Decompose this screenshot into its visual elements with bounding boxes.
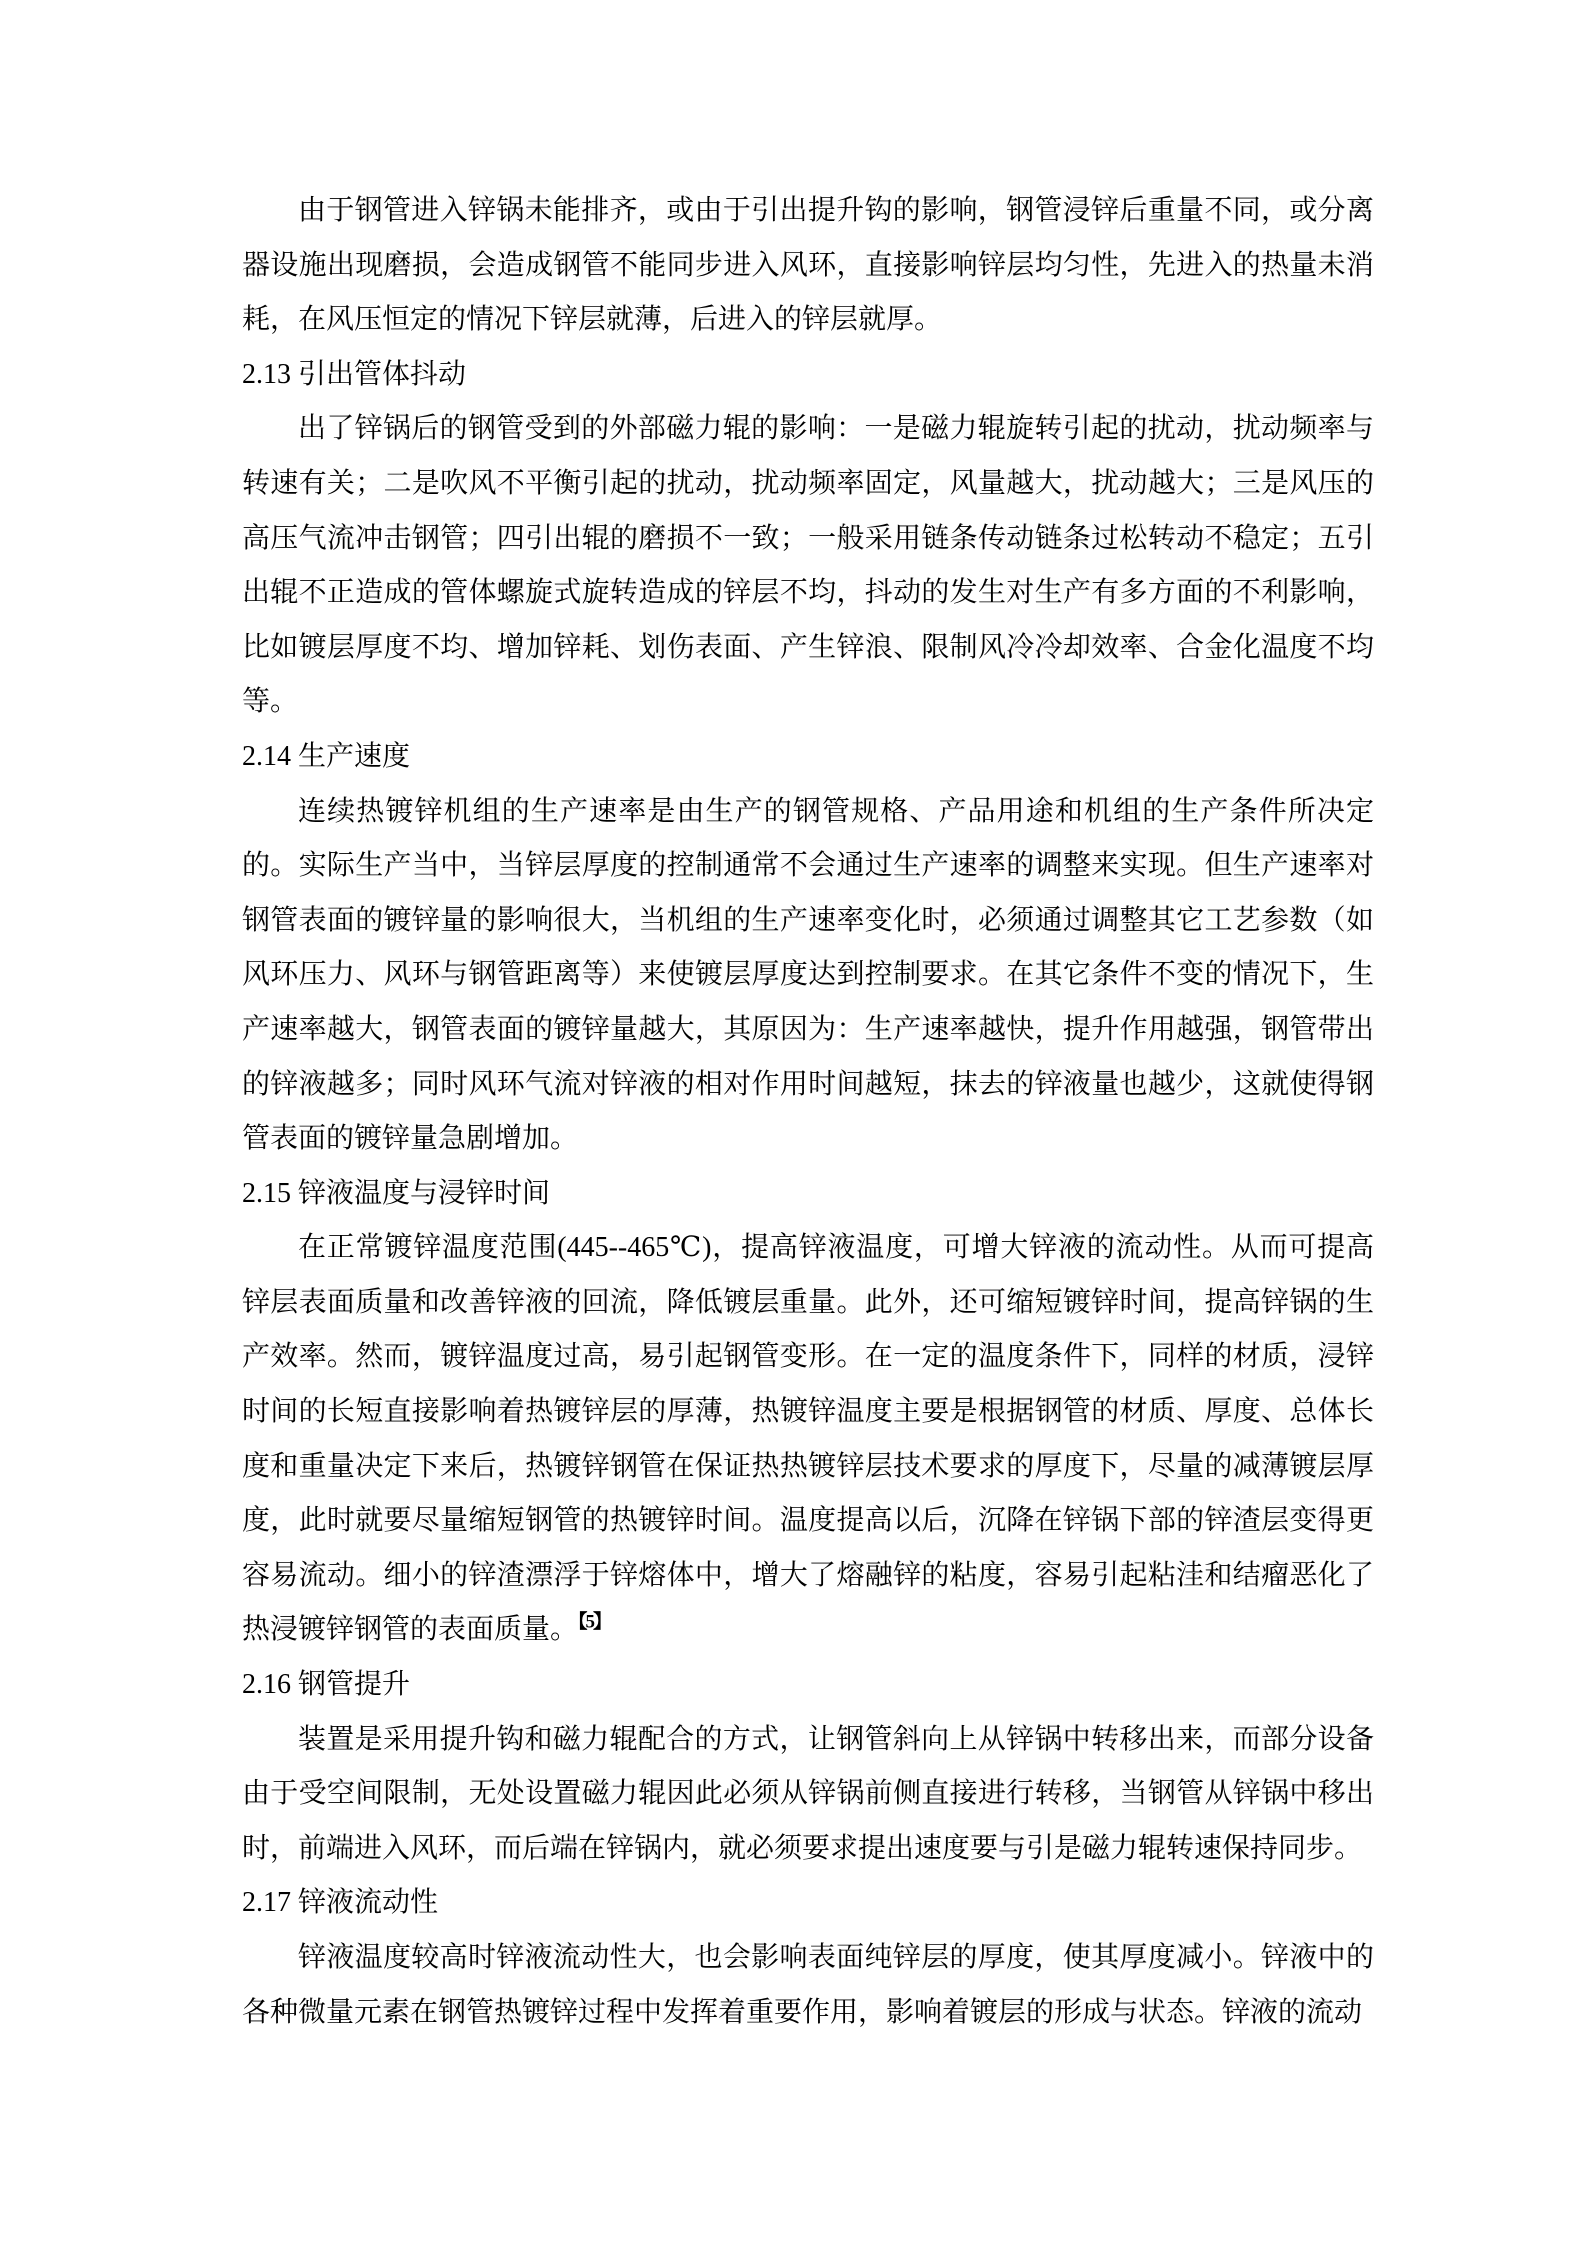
body-paragraph-pipe-vibration: 出了锌锅后的钢管受到的外部磁力辊的影响：一是磁力辊旋转引起的扰动，扰动频率与转速有关；二是吹风不平衡引起的扰动，扰动频率固定，风量越大，扰动越大；三是风压的高压气流冲击钢管；四引出辊的磨损不一致；一般采用链条传动链条过松转动不稳定；五引出辊不正造成的管体螺旋式旋转造成的锌层不均，抖动的发生对生产有多方面的不利影响，比如镀层厚度不均、增加锌耗、划伤表面、产生锌浪、限制风冷冷却效率、合金化温度不均等。 [242, 413, 1374, 718]
body-paragraph-production-speed: 连续热镀锌机组的生产速率是由生产的钢管规格、产品用途和机组的生产条件所决定的。实际生产当中，当锌层厚度的控制通常不会通过生产速率的调整来实现。但生产速率对钢管表面的镀锌量的影响很大，当机组的生产速率变化时，必须通过调整其它工艺参数（如风环压力、风环与钢管距离等）来使镀层厚度达到控制要求。在其它条件不变的情况下，生产速率越大，钢管表面的镀锌量越大，其原因为：生产速率越快，提升作用越强，钢管带出的锌液越多；同时风环气流对锌液的相对作用时间越短，抹去的锌液量也越少，这就使得钢管表面的镀锌量急剧增加。 [242, 795, 1374, 1155]
citation-ref-5: 【5】 [578, 1612, 611, 1634]
section-heading-2-16: 2.16 钢管提升 [242, 1669, 411, 1701]
section-heading-2-17: 2.17 锌液流动性 [242, 1887, 439, 1919]
body-paragraph-pipe-lifting: 装置是采用提升钩和磁力辊配合的方式，让钢管斜向上从锌锅中转移出来，而部分设备由于受空间限制，无处设置磁力辊因此必须从锌锅前侧直接进行转移，当钢管从锌锅中移出时，前端进入风环，而后端在锌锅内，就必须要求提出速度要与引是磁力辊转速保持同步。 [242, 1723, 1374, 1864]
document-text-block [242, 184, 1374, 2040]
paragraph-text: 在正常镀锌温度范围(445--465℃)，提高锌液温度，可增大锌液的流动性。从而可提高锌层表面质量和改善锌液的回流，降低镀层重量。此外，还可缩短镀锌时间，提高锌锅的生产效率。然而，镀锌温度过高，易引起钢管变形。在一定的温度条件下，同样的材质，浸锌时间的长短直接影响着热镀锌层的厚薄，热镀锌温度主要是根据钢管的材质、厚度、总体长度和重量决定下来后，热镀锌钢管在保证热热镀锌层技术要求的厚度下，尽量的减薄镀层厚度，此时就要尽量缩短钢管的热镀锌时间。温度提高以后，沉降在锌锅下部的锌渣层变得更容易流动。细小的锌渣漂浮于锌熔体中，增大了熔融锌的粘度，容易引起粘洼和结瘤恶化了热浸镀锌钢管的表面质量。 [242, 1232, 1374, 1646]
body-paragraph-pipe-entry: 由于钢管进入锌锅未能排齐，或由于引出提升钩的影响，钢管浸锌后重量不同，或分离器设施出现磨损，会造成钢管不能同步进入风环，直接影响锌层均匀性，先进入的热量未消耗，在风压恒定的情况下锌层就薄，后进入的锌层就厚。 [242, 195, 1374, 336]
body-paragraph-zinc-fluidity: 锌液温度较高时锌液流动性大，也会影响表面纯锌层的厚度，使其厚度减小。锌液中的各种微量元素在钢管热镀锌过程中发挥着重要作用，影响着镀层的形成与状态。锌液的流动 [242, 1942, 1374, 2028]
body-paragraph-zinc-temperature [242, 1221, 1374, 1658]
section-heading-2-13: 2.13 引出管体抖动 [242, 358, 467, 390]
section-heading-2-14: 2.14 生产速度 [242, 740, 411, 772]
section-heading-2-15: 2.15 锌液温度与浸锌时间 [242, 1177, 551, 1209]
